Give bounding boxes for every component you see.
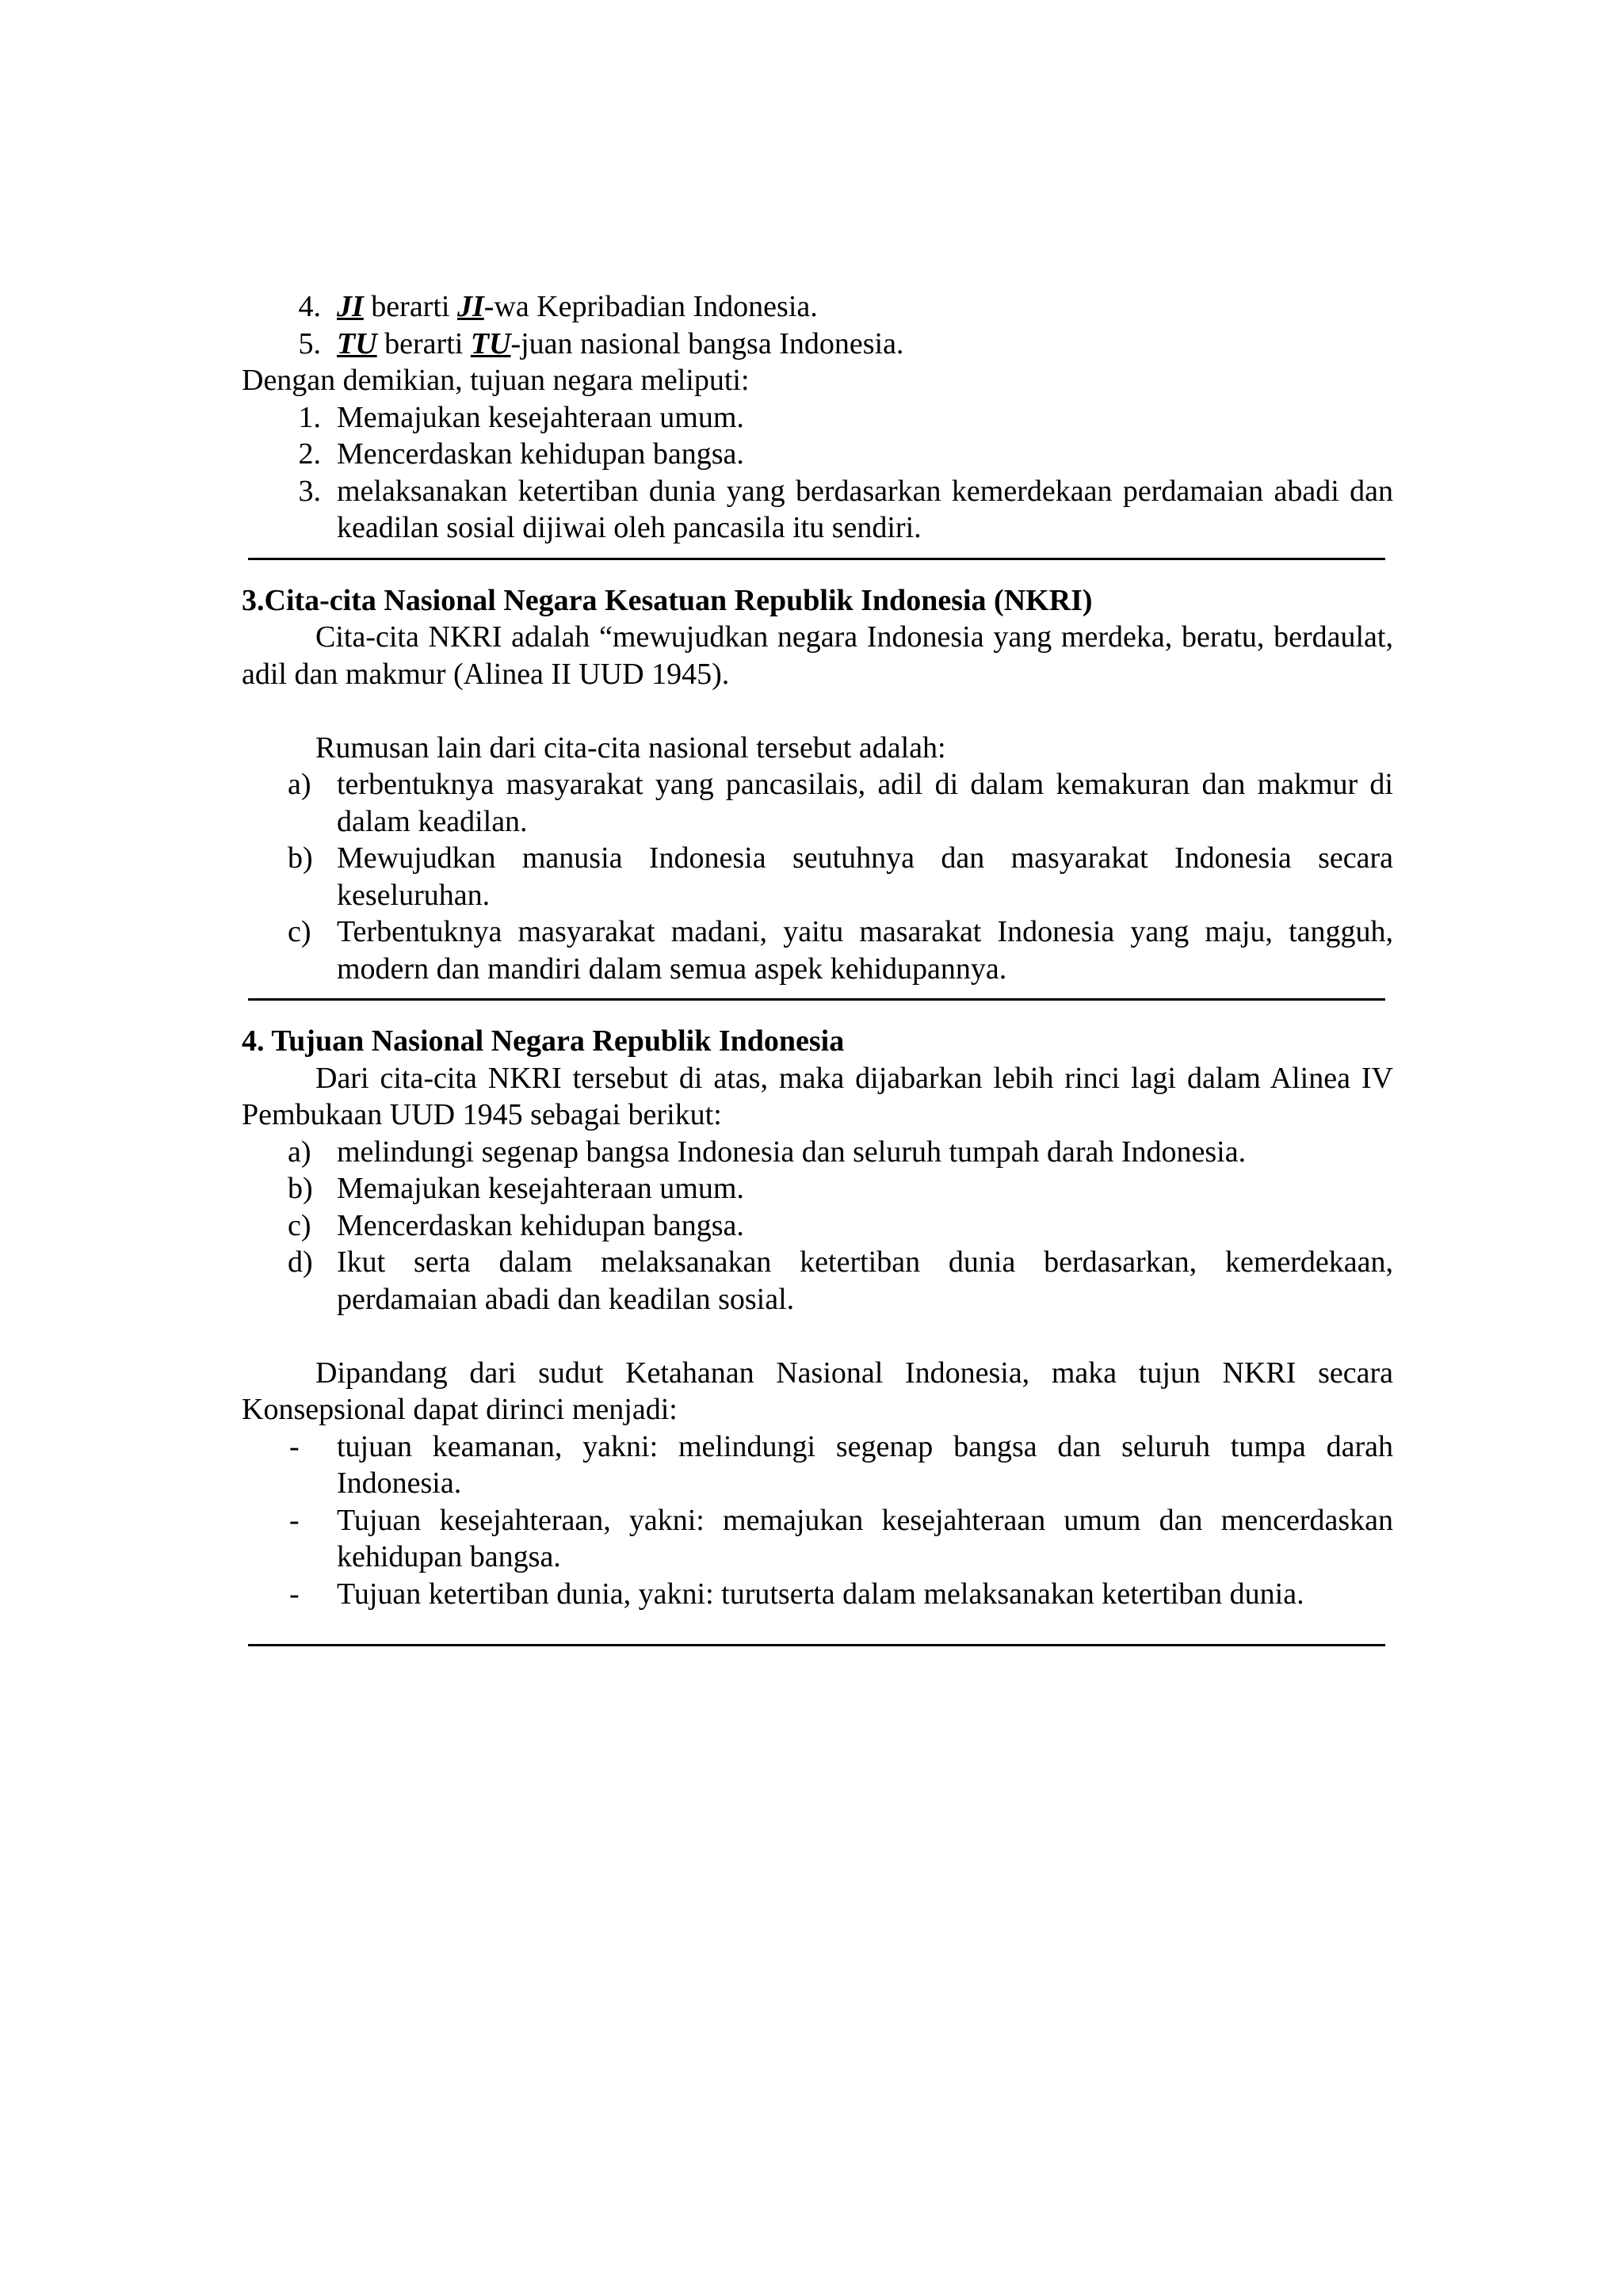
tujuan-nasional-item bbox=[242, 1207, 1393, 1245]
tujuan-item bbox=[242, 399, 1393, 437]
ketahanan-item bbox=[242, 1428, 1393, 1502]
list-number: 3. bbox=[298, 474, 321, 508]
tujuan-nasional-item bbox=[242, 1134, 1393, 1171]
list-item-text: melaksanakan ketertiban dunia yang berdasarkan kemerdekaan perdamaian abadi dan keadilan sosial dijiwai oleh pancasila itu sendiri. bbox=[337, 474, 1393, 544]
list-item-text: Mencerdaskan kehidupan bangsa. bbox=[337, 437, 744, 471]
tujuan-nasional-item bbox=[242, 1244, 1393, 1318]
section-divider bbox=[248, 1644, 1385, 1646]
ketahanan-item bbox=[242, 1502, 1393, 1576]
list-number: 5. bbox=[298, 326, 321, 360]
acronym-mid: berarti bbox=[363, 290, 457, 323]
list-item-text: melindungi segenap bangsa Indonesia dan seluruh tumpah darah Indonesia. bbox=[337, 1135, 1247, 1169]
section-paragraph: Cita-cita NKRI adalah “mewujudkan negara Indonesia yang merdeka, beratu, berdaulat, adil dan makmur (Alinea II UUD 1945). bbox=[242, 620, 1393, 691]
acronym-abbr: JI bbox=[456, 290, 484, 323]
cita-item bbox=[242, 840, 1393, 913]
list-item-text: Ikut serta dalam melaksanakan ketertiban dunia berdasarkan, kemerdekaan, perdamaian abadi dan keadilan sosial. bbox=[337, 1245, 1393, 1316]
list-marker: - bbox=[289, 1577, 300, 1611]
tujuan-nasional-item bbox=[242, 1170, 1393, 1207]
list-item-text: Mencerdaskan kehidupan bangsa. bbox=[337, 1208, 744, 1242]
list-marker: b) bbox=[288, 841, 313, 875]
ketahanan-item bbox=[242, 1576, 1393, 1613]
list-item-text: tujuan keamanan, yakni: melindungi segenap bangsa dan seluruh tumpa darah Indonesia. bbox=[337, 1429, 1393, 1500]
section-intro: Rumusan lain dari cita-cita nasional tersebut adalah: bbox=[315, 730, 946, 765]
list-item-text: terbentuknya masyarakat yang pancasilais, adil di dalam kemakuran dan makmur di dalam keadilan. bbox=[337, 768, 1393, 838]
ketahanan-paragraph: Dipandang dari sudut Ketahanan Nasional Indonesia, maka tujun NKRI secara Konsepsional dapat dirinci menjadi: bbox=[242, 1356, 1393, 1426]
cita-item bbox=[242, 766, 1393, 840]
acronym-item bbox=[242, 288, 1393, 326]
list-marker: - bbox=[289, 1503, 300, 1537]
acronym-abbr: JI bbox=[337, 290, 364, 323]
list-marker: - bbox=[289, 1429, 300, 1463]
list-number: 1. bbox=[298, 400, 321, 434]
acronym-abbr: TU bbox=[470, 326, 511, 360]
list-marker: c) bbox=[288, 1208, 311, 1242]
list-item-text: Tujuan ketertiban dunia, yakni: turutserta dalam melaksanakan ketertiban dunia. bbox=[337, 1577, 1304, 1611]
list-item-text: Memajukan kesejahteraan umum. bbox=[337, 400, 744, 434]
tujuan-item bbox=[242, 473, 1393, 547]
section-paragraph: Dari cita-cita NKRI tersebut di atas, maka dijabarkan lebih rinci lagi dalam Alinea IV Pembukaan UUD 1945 sebagai berikut: bbox=[242, 1061, 1393, 1131]
tujuan-intro: Dengan demikian, tujuan negara meliputi: bbox=[242, 364, 750, 397]
list-item-text: Mewujudkan manusia Indonesia seutuhnya dan masyarakat Indonesia secara keseluruhan. bbox=[337, 841, 1393, 912]
section-heading: 3.Cita-cita Nasional Negara Kesatuan Republik Indonesia (NKRI) bbox=[242, 583, 1093, 617]
list-item-text: Tujuan kesejahteraan, yakni: memajukan kesejahteraan umum dan mencerdaskan kehidupan bangsa. bbox=[337, 1503, 1393, 1573]
tujuan-item bbox=[242, 436, 1393, 473]
list-number: 2. bbox=[298, 437, 321, 471]
section-heading: 4. Tujuan Nasional Negara Republik Indonesia bbox=[242, 1024, 845, 1058]
acronym-abbr: TU bbox=[337, 326, 377, 360]
acronym-rest: -juan nasional bangsa Indonesia. bbox=[510, 326, 904, 360]
list-item-text: Memajukan kesejahteraan umum. bbox=[337, 1172, 744, 1205]
acronym-item bbox=[242, 326, 1393, 363]
list-marker: b) bbox=[288, 1172, 313, 1205]
list-item-text: Terbentuknya masyarakat madani, yaitu masarakat Indonesia yang maju, tangguh, modern dan mandiri dalam semua aspek kehidupannya. bbox=[337, 915, 1393, 986]
document-page bbox=[242, 288, 1393, 1646]
list-marker: a) bbox=[288, 1135, 311, 1169]
list-marker: c) bbox=[288, 915, 311, 948]
list-marker: a) bbox=[288, 768, 311, 801]
cita-item bbox=[242, 913, 1393, 987]
list-marker: d) bbox=[288, 1245, 313, 1279]
acronym-rest: -wa Kepribadian Indonesia. bbox=[483, 290, 818, 323]
list-number: 4. bbox=[298, 290, 321, 323]
acronym-mid: berarti bbox=[376, 326, 471, 360]
